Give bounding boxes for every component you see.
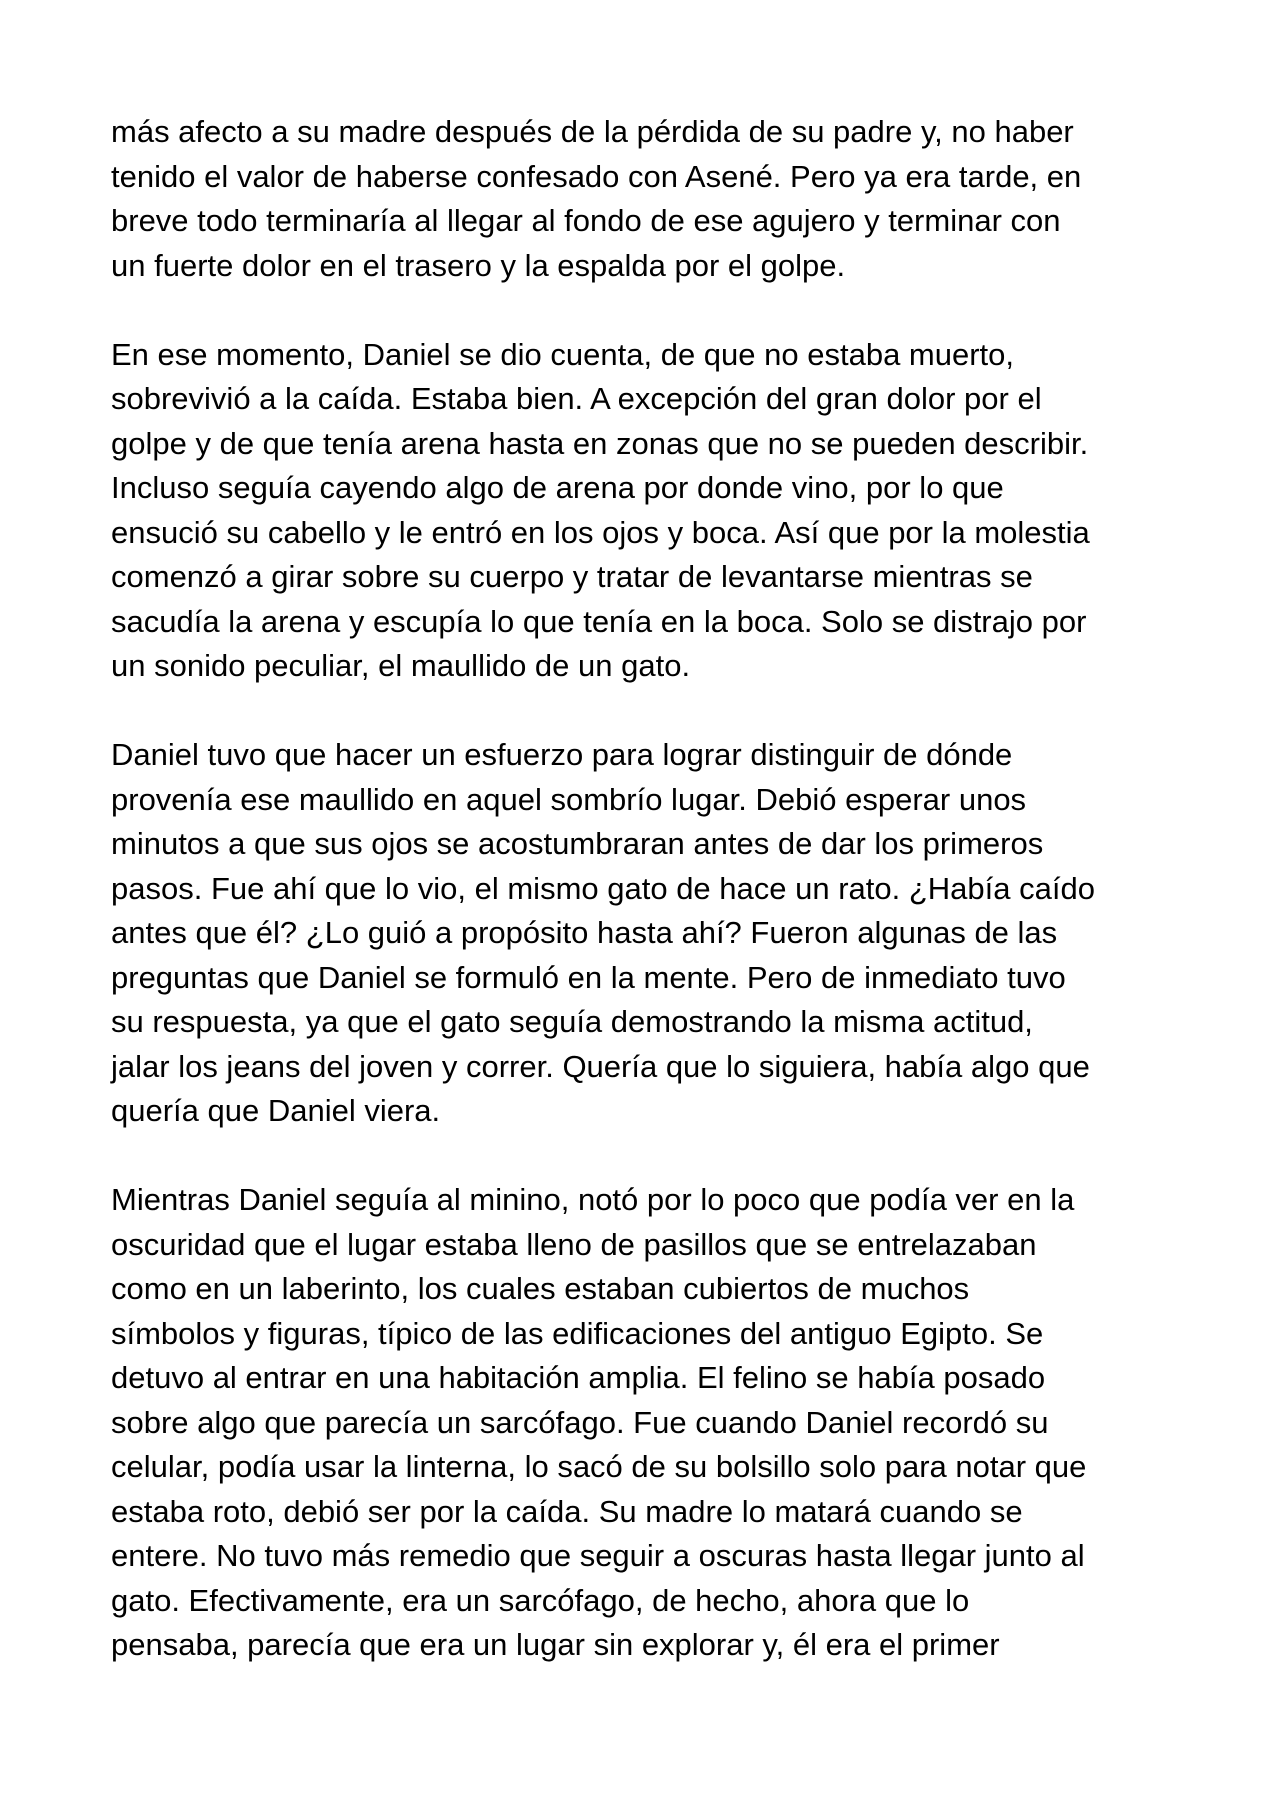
text-line: jalar los jeans del joven y correr. Quería que lo siguiera, había algo que <box>111 1048 1090 1084</box>
text-line: gato. Efectivamente, era un sarcófago, de hecho, ahora que lo <box>111 1582 970 1618</box>
text-line: En ese momento, Daniel se dio cuenta, de que no estaba muerto, <box>111 336 1015 372</box>
text-line: su respuesta, ya que el gato seguía demostrando la misma actitud, <box>111 1004 1033 1039</box>
text-line: provenía ese maullido en aquel sombrío lugar. Debió esperar unos <box>111 781 1027 817</box>
text-line: detuvo al entrar en una habitación amplia. El felino se había posado <box>111 1360 1046 1395</box>
body-text <box>111 110 1191 1712</box>
text-line: Daniel tuvo que hacer un esfuerzo para lograr distinguir de dónde <box>111 737 1013 772</box>
paragraph-2 <box>111 333 1191 689</box>
text-line: pensaba, parecía que era un lugar sin explorar y, él era el primer <box>111 1627 1000 1662</box>
text-line: breve todo terminaría al llegar al fondo de ese agujero y terminar con <box>111 203 1061 238</box>
text-line: más afecto a su madre después de la pérdida de su padre y, no haber <box>111 114 1074 149</box>
text-line: sobrevivió a la caída. Estaba bien. A excepción del gran dolor por el <box>111 381 1042 416</box>
text-line: pasos. Fue ahí que lo vio, el mismo gato de hace un rato. ¿Había caído <box>111 870 1095 906</box>
text-line: golpe y de que tenía arena hasta en zonas que no se pueden describir. <box>111 425 1089 461</box>
text-line: comenzó a girar sobre su cuerpo y tratar de levantarse mientras se <box>111 559 1033 594</box>
text-line: Mientras Daniel seguía al minino, notó por lo poco que podía ver en la <box>111 1182 1075 1217</box>
text-line: oscuridad que el lugar estaba lleno de pasillos que se entrelazaban <box>111 1226 1037 1262</box>
text-line: antes que él? ¿Lo guió a propósito hasta ahí? Fueron algunas de las <box>111 915 1058 950</box>
text-line: entere. No tuvo más remedio que seguir a oscuras hasta llegar junto al <box>111 1538 1085 1573</box>
text-line: ensució su cabello y le entró en los ojos y boca. Así que por la molestia <box>111 514 1090 550</box>
text-line: celular, podía usar la linterna, lo sacó de su bolsillo solo para notar que <box>111 1449 1087 1484</box>
text-line: como en un laberinto, los cuales estaban cubiertos de muchos <box>111 1271 970 1306</box>
text-line: sobre algo que parecía un sarcófago. Fue cuando Daniel recordó su <box>111 1404 1049 1440</box>
text-line: minutos a que sus ojos se acostumbraran antes de dar los primeros <box>111 826 1044 861</box>
text-line: un fuerte dolor en el trasero y la espalda por el golpe. <box>111 247 846 283</box>
text-line: preguntas que Daniel se formuló en la mente. Pero de inmediato tuvo <box>111 959 1066 995</box>
paragraph-1 <box>111 110 1191 288</box>
text-line: estaba roto, debió ser por la caída. Su madre lo matará cuando se <box>111 1493 1023 1529</box>
text-line: sacudía la arena y escupía lo que tenía en la boca. Solo se distrajo por <box>111 603 1087 639</box>
text-line: un sonido peculiar, el maullido de un gato. <box>111 648 691 683</box>
text-line: símbolos y figuras, típico de las edificaciones del antiguo Egipto. Se <box>111 1315 1044 1351</box>
paragraph-3 <box>111 733 1191 1134</box>
text-line: tenido el valor de haberse confesado con Asené. Pero ya era tarde, en <box>111 158 1082 194</box>
paragraph-4 <box>111 1178 1191 1668</box>
text-line: Incluso seguía cayendo algo de arena por donde vino, por lo que <box>111 470 1004 505</box>
text-line: quería que Daniel viera. <box>111 1093 441 1128</box>
